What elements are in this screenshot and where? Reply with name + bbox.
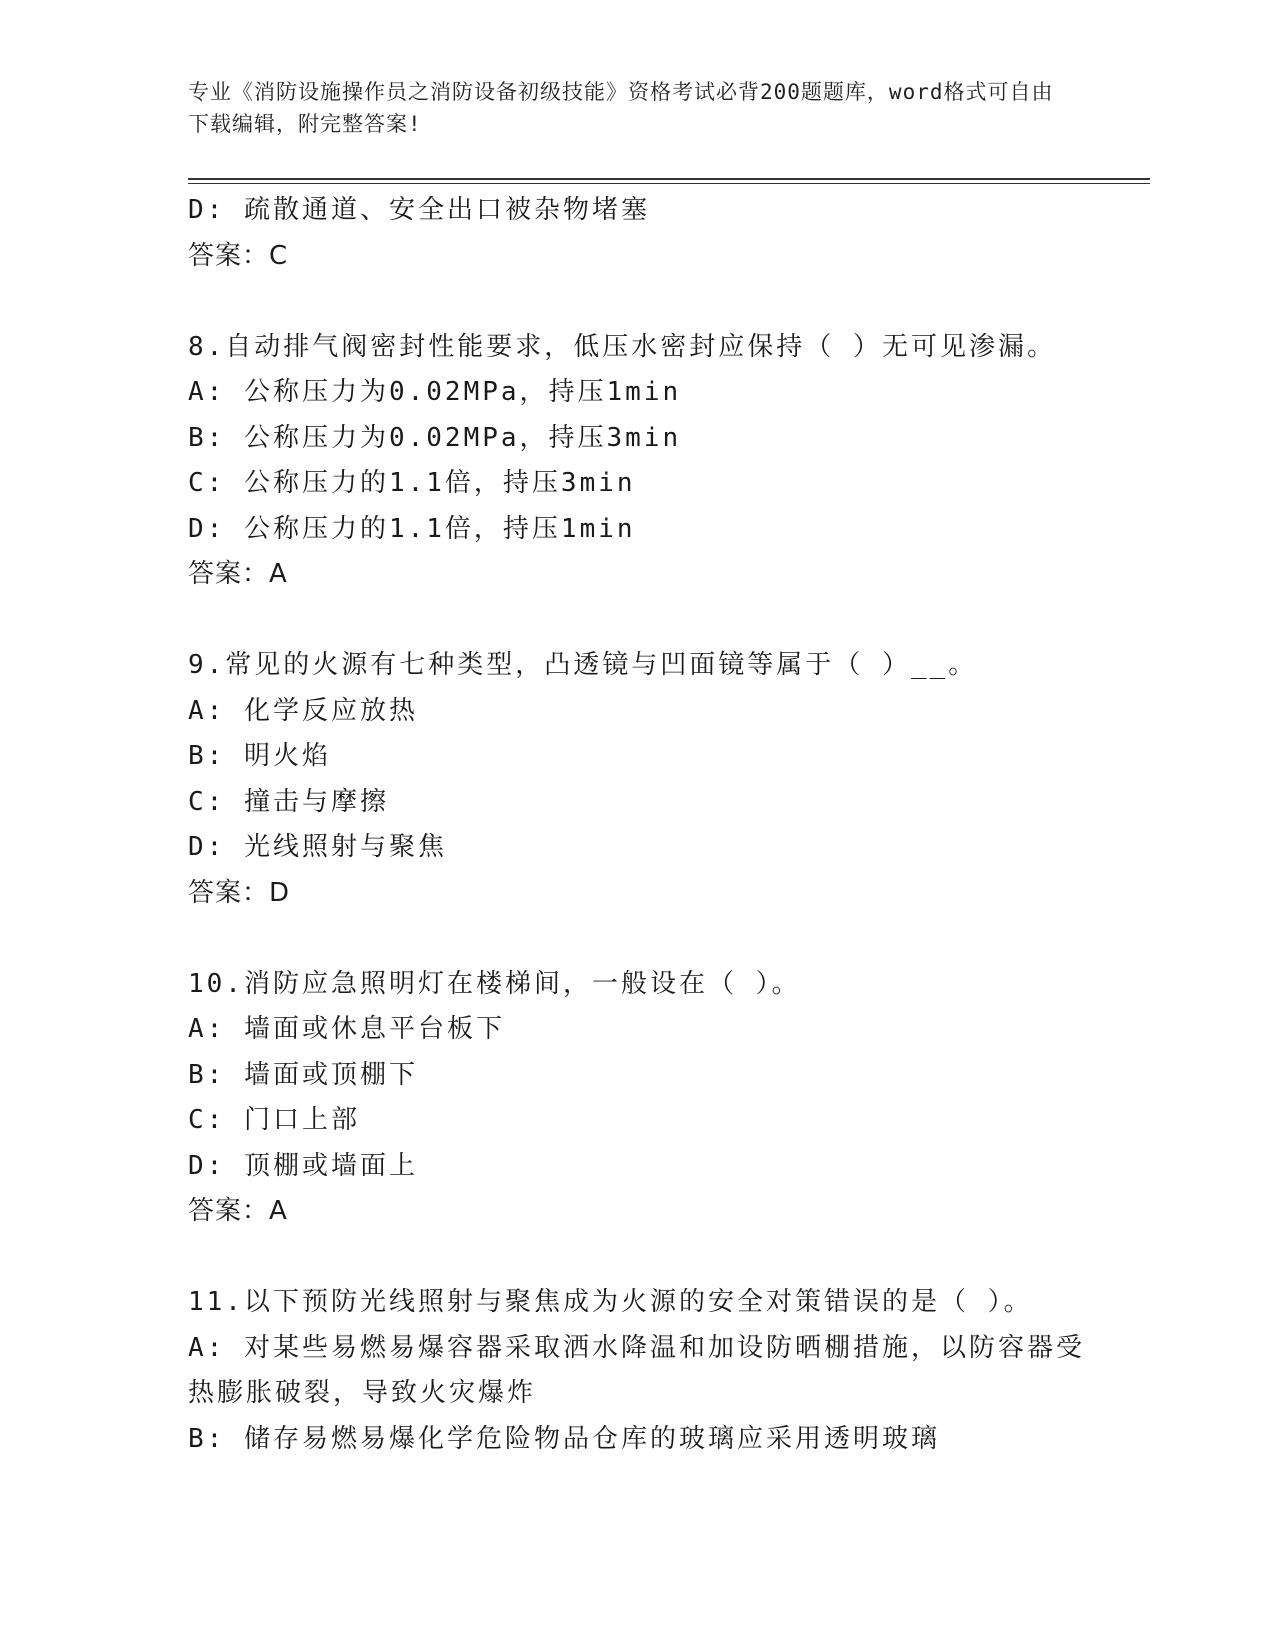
q8-option-b: B: 公称压力为0.02MPa，持压3min — [188, 422, 682, 453]
q9-option-b: B: 明火焰 — [188, 741, 331, 771]
spacer — [188, 598, 1108, 644]
q11-option-b: B: 储存易燃易爆化学危险物品仓库的玻璃应采用透明玻璃 — [188, 1423, 940, 1454]
q10-option-b: B: 墙面或顶棚下 — [188, 1059, 418, 1090]
q10-answer: 答案：A — [188, 1196, 288, 1226]
q9-option-d: D: 光线照射与聚焦 — [188, 832, 447, 862]
q8-option-a: A: 公称压力为0.02MPa，持压1min — [188, 377, 682, 407]
spacer — [188, 916, 1108, 962]
header-divider-thin — [188, 183, 1150, 184]
q9-option-c: C: 撞击与摩擦 — [188, 786, 389, 817]
q8-answer: 答案：A — [188, 559, 288, 589]
document-header: 专业《消防设施操作员之消防设备初级技能》资格考试必背200题题库，word格式可自由下载编辑，附完整答案! — [188, 80, 1054, 136]
prev-answer: 答案：C — [188, 240, 289, 271]
q10-option-a: A: 墙面或休息平台板下 — [188, 1014, 505, 1044]
q11-stem: 11.以下预防光线照射与聚焦成为火源的安全对策错误的是（ ）。 — [188, 1287, 1033, 1317]
question-content — [188, 188, 1108, 1462]
q8-option-d: D: 公称压力的1.1倍，持压1min — [188, 513, 636, 544]
q8-option-c: C: 公称压力的1.1倍，持压3min — [188, 468, 636, 498]
q10-stem: 10.消防应急照明灯在楼梯间，一般设在（ ）。 — [188, 968, 801, 999]
q9-stem: 9.常见的火源有七种类型，凸透镜与凹面镜等属于（ ）__。 — [188, 650, 978, 680]
q10-option-d: D: 顶棚或墙面上 — [188, 1150, 418, 1181]
q10-option-c: C: 门口上部 — [188, 1105, 360, 1135]
prev-option-d: D: 疏散通道、安全出口被杂物堵塞 — [188, 195, 650, 225]
header-divider-thick — [188, 178, 1150, 180]
q9-answer: 答案：D — [188, 877, 291, 908]
q8-stem: 8.自动排气阀密封性能要求，低压水密封应保持（ ）无可见渗漏。 — [188, 331, 1056, 362]
q9-option-a: A: 化学反应放热 — [188, 695, 418, 726]
q11-option-a: A: 对某些易燃易爆容器采取洒水降温和加设防晒棚措施，以防容器受热膨胀破裂，导致火灾爆炸 — [188, 1332, 1085, 1408]
spacer — [188, 279, 1108, 325]
spacer — [188, 1235, 1108, 1281]
